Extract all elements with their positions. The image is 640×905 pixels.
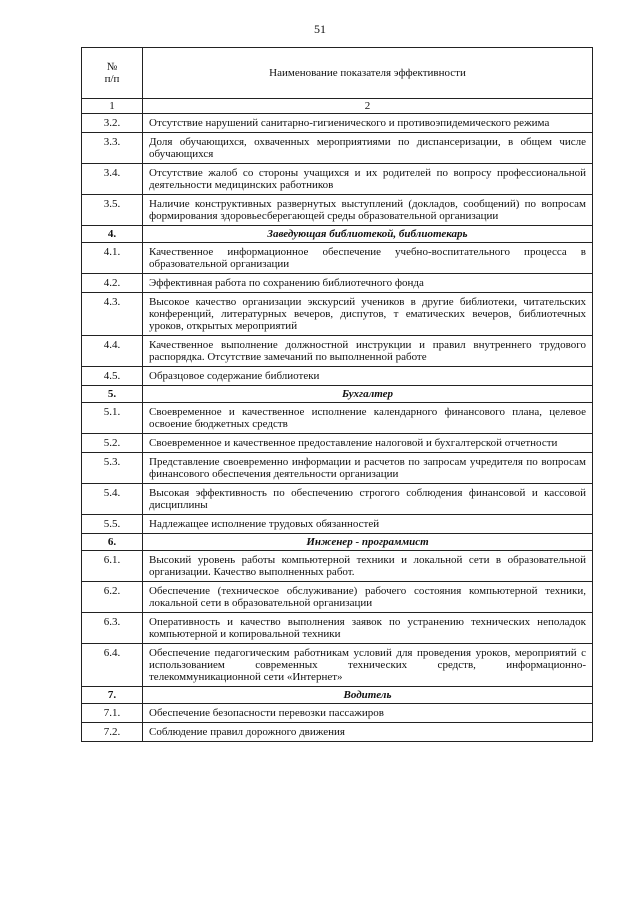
table-row — [82, 367, 593, 386]
column-number-2: 2 — [143, 99, 593, 114]
row-number: 4.1. — [82, 243, 143, 274]
indicator-text: Качественное информационное обеспечение учебно-воспитательного процесса в образовательной организации — [143, 243, 593, 274]
indicator-text: Качественное выполнение должностной инструкции и правил внутреннего трудового распорядка. Отсутствие замечаний по выполненной работе — [143, 336, 593, 367]
section-row — [82, 687, 593, 704]
indicator-text: Доля обучающихся, охваченных мероприятиями по диспансеризации, в общем числе обучающихся — [143, 133, 593, 164]
column-number-row — [82, 99, 593, 114]
row-number: 4.5. — [82, 367, 143, 386]
indicator-text: Оперативность и качество выполнения заявок по устранению технических неполадок компьютерной и копировальной техники — [143, 613, 593, 644]
table-row — [82, 613, 593, 644]
row-number: 3.3. — [82, 133, 143, 164]
indicator-text: Соблюдение правил дорожного движения — [143, 723, 593, 742]
section-title: Бухгалтер — [143, 386, 593, 403]
section-row — [82, 226, 593, 243]
indicator-table — [81, 47, 593, 742]
row-number: 6.4. — [82, 644, 143, 687]
table-row — [82, 133, 593, 164]
column-number-1: 1 — [82, 99, 143, 114]
table-row — [82, 293, 593, 336]
indicator-text: Отсутствие жалоб со стороны учащихся и их родителей по вопросу профессиональной деятельности медицинских работников — [143, 164, 593, 195]
row-number: 6.1. — [82, 551, 143, 582]
row-number: 4. — [82, 226, 143, 243]
table-row — [82, 484, 593, 515]
indicator-text: Своевременное и качественное предоставление налоговой и бухгалтерской отчетности — [143, 434, 593, 453]
indicator-text: Высокий уровень работы компьютерной техники и локальной сети в образовательной организации. Качество выполненных работ. — [143, 551, 593, 582]
page-number: 51 — [314, 22, 326, 36]
table-row — [82, 551, 593, 582]
row-number: 5.1. — [82, 403, 143, 434]
row-number: 5.5. — [82, 515, 143, 534]
section-row — [82, 534, 593, 551]
table-row — [82, 114, 593, 133]
row-number: 4.3. — [82, 293, 143, 336]
indicator-text: Наличие конструктивных развернутых выступлений (докладов, сообщений) по вопросам формирования здоровьесберегающей среды образовательной организации — [143, 195, 593, 226]
row-number: 3.5. — [82, 195, 143, 226]
indicator-text: Надлежащее исполнение трудовых обязанностей — [143, 515, 593, 534]
section-row — [82, 386, 593, 403]
indicator-text: Эффективная работа по сохранению библиотечного фонда — [143, 274, 593, 293]
table-row — [82, 403, 593, 434]
table-row — [82, 704, 593, 723]
header-number-cell — [82, 48, 143, 99]
indicator-text: Отсутствие нарушений санитарно-гигиенического и противоэпидемического режима — [143, 114, 593, 133]
header-number-label: № — [106, 61, 118, 73]
table-row — [82, 274, 593, 293]
row-number: 5. — [82, 386, 143, 403]
section-title: Заведующая библиотекой, библиотекарь — [143, 226, 593, 243]
table-row — [82, 723, 593, 742]
header-number-sublabel: п/п — [104, 73, 120, 85]
indicator-text: Обеспечение (техническое обслуживание) рабочего состояния компьютерной техники, локальной сети в образовательной организации — [143, 582, 593, 613]
table-row — [82, 582, 593, 613]
table-body — [82, 48, 593, 742]
table-row — [82, 515, 593, 534]
row-number: 3.4. — [82, 164, 143, 195]
row-number: 7.1. — [82, 704, 143, 723]
indicator-text: Обеспечение безопасности перевозки пассажиров — [143, 704, 593, 723]
header-title-cell: Наименование показателя эффективности — [143, 48, 593, 99]
section-title: Водитель — [143, 687, 593, 704]
indicator-text: Образцовое содержание библиотеки — [143, 367, 593, 386]
indicator-text: Высокое качество организации экскурсий учеников в другие библиотеки, читательских конференций, литературных вечеров, диспутов, т ематических вечеров, библиотечных уроков, открытых мероприятий — [143, 293, 593, 336]
row-number: 7. — [82, 687, 143, 704]
indicator-text: Обеспечение педагогическим работникам условий для проведения уроков, мероприятий с использованием современных технических средств, информационно-телекоммуникационной сети «Интернет» — [143, 644, 593, 687]
row-number: 7.2. — [82, 723, 143, 742]
indicator-text: Представление своевременно информации и расчетов по запросам учредителя по вопросам финансового обеспечения деятельности организации — [143, 453, 593, 484]
row-number: 3.2. — [82, 114, 143, 133]
table-row — [82, 243, 593, 274]
row-number: 5.4. — [82, 484, 143, 515]
row-number: 4.2. — [82, 274, 143, 293]
row-number: 6.3. — [82, 613, 143, 644]
row-number: 4.4. — [82, 336, 143, 367]
table-row — [82, 164, 593, 195]
table-row — [82, 453, 593, 484]
row-number: 5.2. — [82, 434, 143, 453]
row-number: 6. — [82, 534, 143, 551]
indicator-text: Своевременное и качественное исполнение календарного финансового плана, целевое освоение бюджетных средств — [143, 403, 593, 434]
row-number: 6.2. — [82, 582, 143, 613]
table-header-row — [82, 48, 593, 99]
section-title: Инженер - программист — [143, 534, 593, 551]
table-row — [82, 195, 593, 226]
table-row — [82, 644, 593, 687]
row-number: 5.3. — [82, 453, 143, 484]
table-row — [82, 336, 593, 367]
table-row — [82, 434, 593, 453]
indicator-text: Высокая эффективность по обеспечению строгого соблюдения финансовой и кассовой дисциплины — [143, 484, 593, 515]
